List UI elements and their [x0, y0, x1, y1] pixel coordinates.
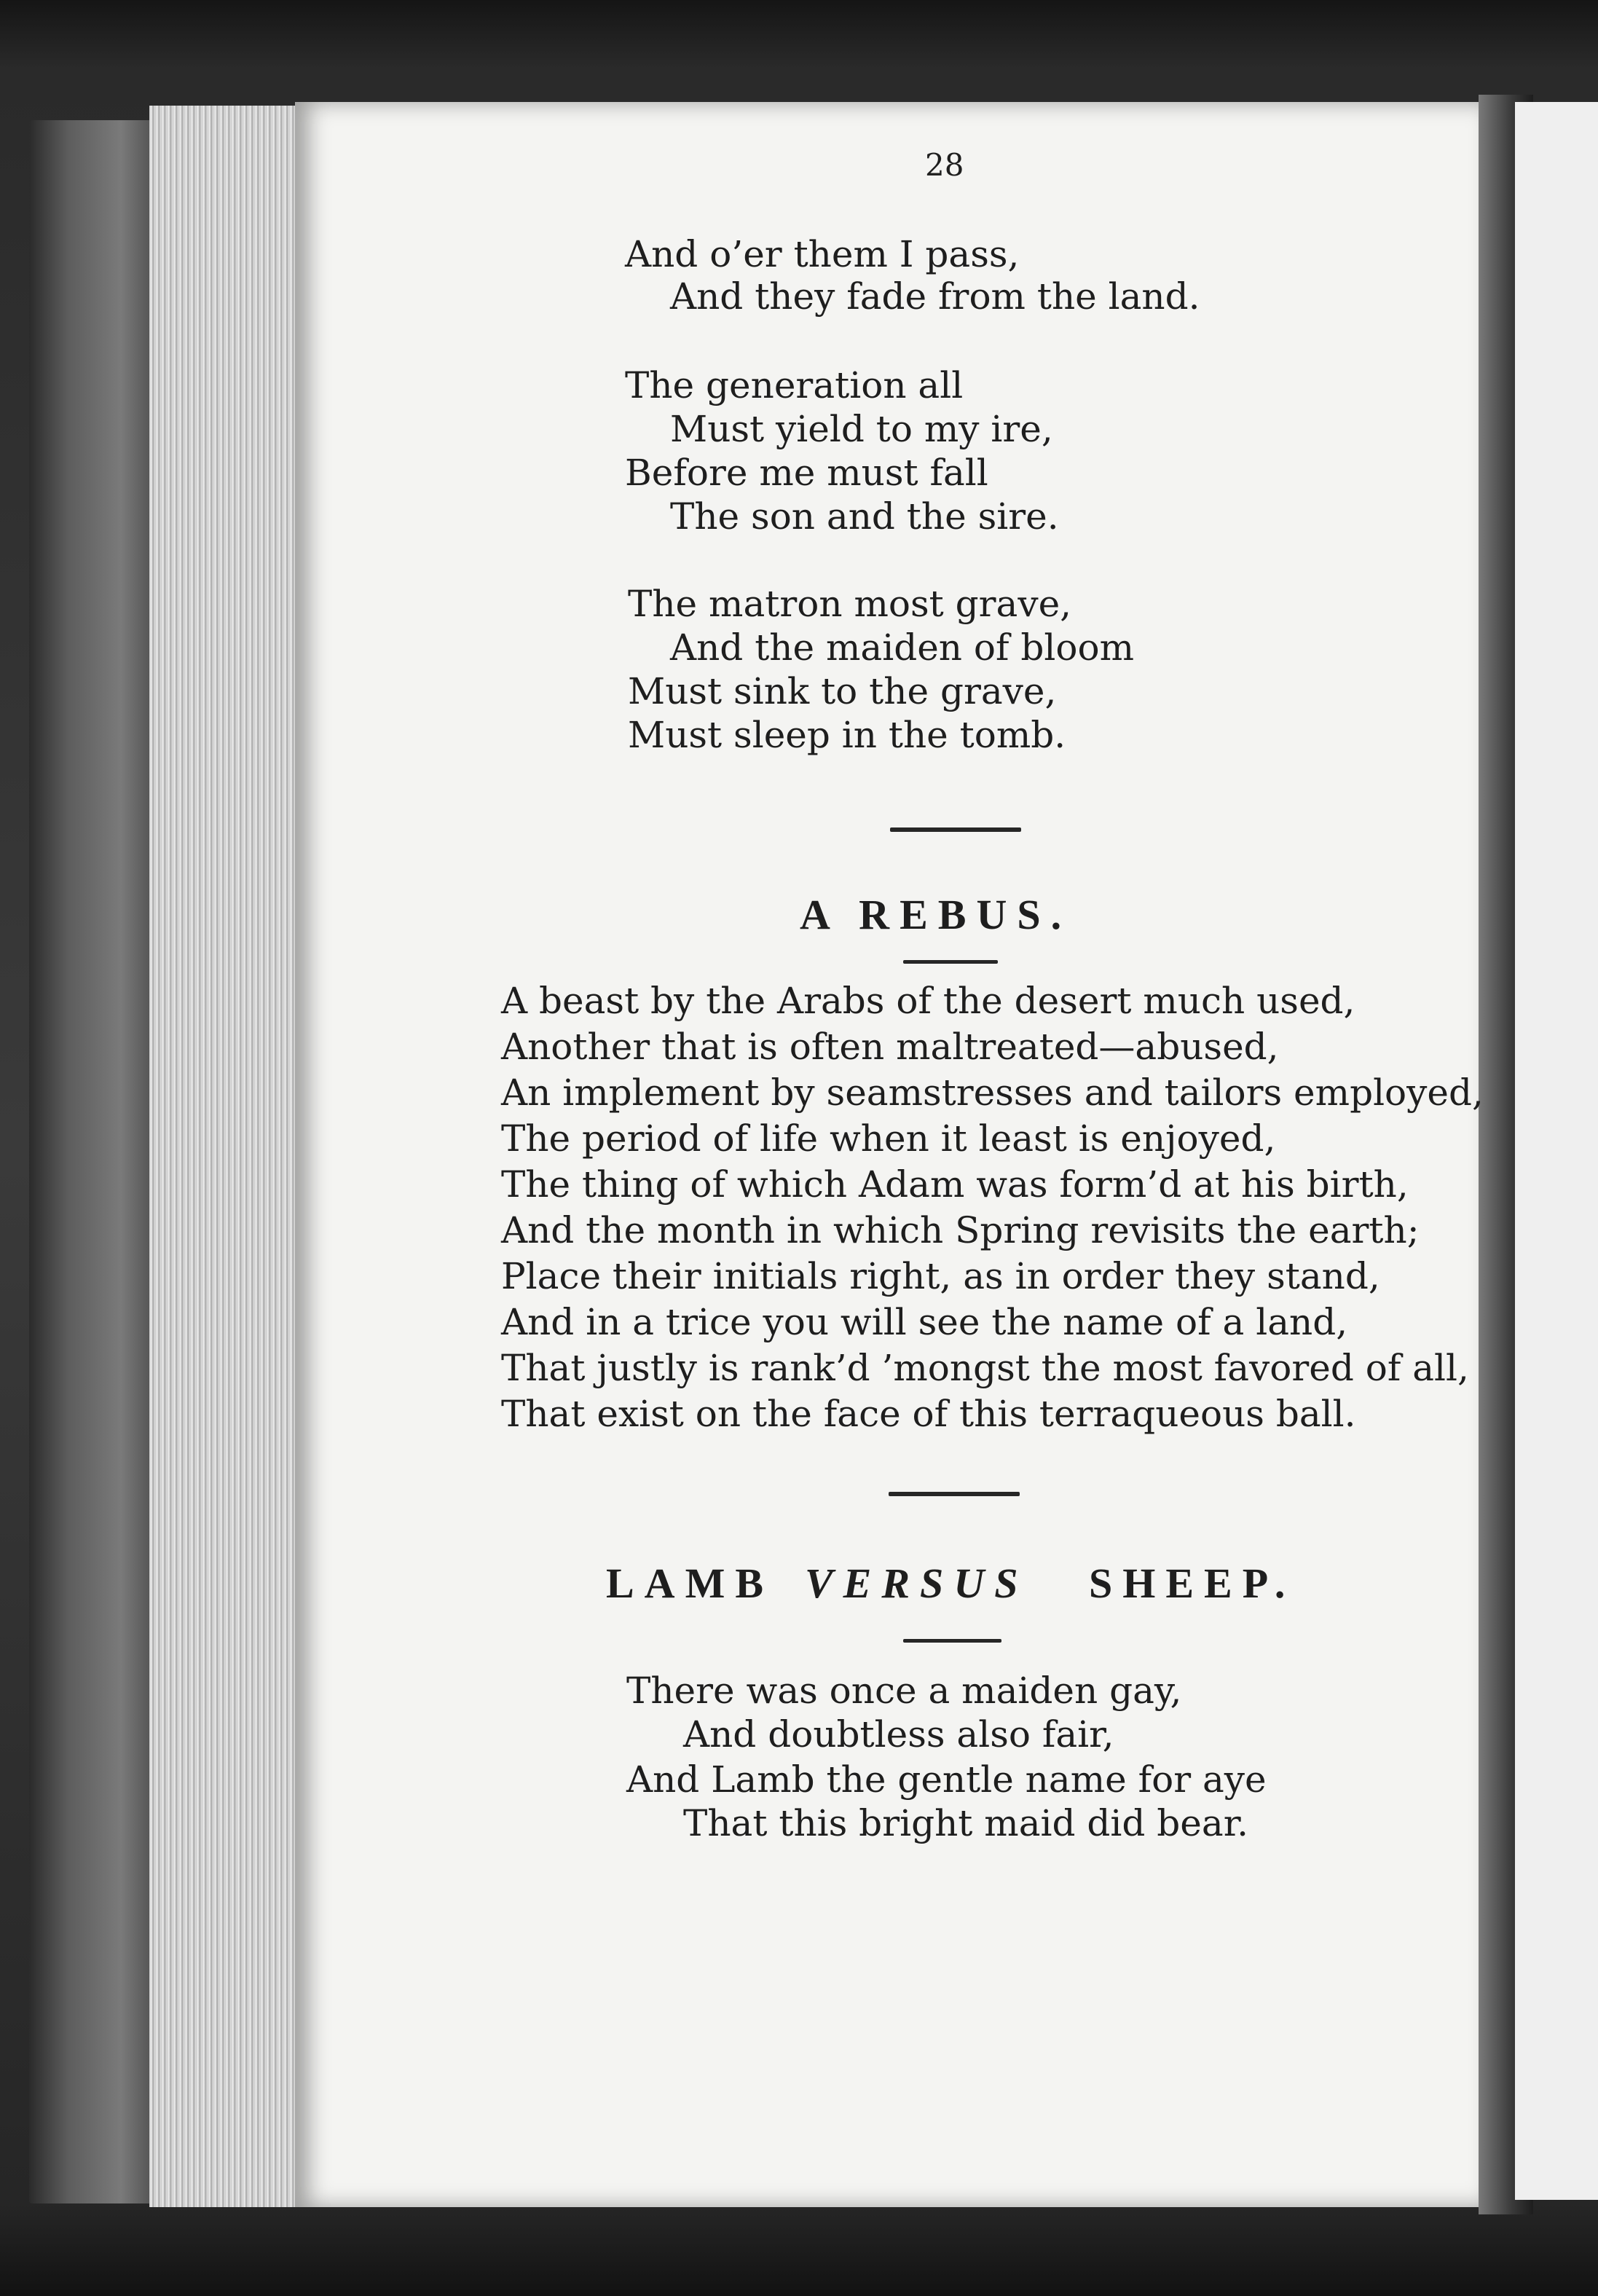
lamb-line: And doubtless also fair,	[683, 1713, 1114, 1756]
poem-line: The matron most grave,	[628, 583, 1072, 625]
section-divider	[890, 827, 1021, 832]
page-number: 28	[925, 147, 964, 183]
poem-line: Must sleep in the tomb.	[628, 714, 1066, 756]
page-stack	[149, 106, 299, 2207]
poem-line: Must sink to the grave,	[628, 670, 1057, 712]
section-divider	[889, 1492, 1020, 1496]
lamb-line: That this bright maid did bear.	[683, 1802, 1249, 1844]
rebus-line: Another that is often maltreated—abused,	[501, 1026, 1279, 1068]
lamb-title-word: SHEEP.	[1089, 1560, 1296, 1607]
poem-line: And they fade from the land.	[670, 275, 1200, 318]
rebus-line: That exist on the face of this terraqueous ball.	[501, 1393, 1356, 1435]
rebus-line: That justly is rank’d ’mongst the most favored of all,	[501, 1347, 1469, 1389]
rebus-line: And the month in which Spring revisits the earth;	[501, 1209, 1420, 1251]
lamb-title-word: LAMB	[606, 1560, 774, 1607]
poem-line: Before me must fall	[625, 452, 988, 494]
poem-line: And o’er them I pass,	[625, 233, 1020, 275]
poem-line: Must yield to my ire,	[670, 408, 1053, 450]
rebus-line: The thing of which Adam was form’d at his birth,	[501, 1163, 1409, 1206]
title-underline	[903, 1639, 1001, 1643]
rebus-line: An implement by seamstresses and tailors employed,	[501, 1072, 1484, 1114]
lamb-title-word: VERSUS	[805, 1560, 1028, 1607]
rebus-line: And in a trice you will see the name of a land,	[501, 1301, 1348, 1343]
poem-line: And the maiden of bloom	[670, 626, 1135, 669]
lamb-line: There was once a maiden gay,	[626, 1670, 1182, 1712]
poem-line: The son and the sire.	[670, 495, 1059, 538]
title-underline	[903, 960, 998, 964]
book-cover-edge	[29, 120, 160, 2203]
rebus-line: Place their initials right, as in order they stand,	[501, 1255, 1380, 1297]
rebus-line: A beast by the Arabs of the desert much used,	[501, 980, 1355, 1022]
rebus-title: A REBUS.	[800, 891, 1072, 938]
rebus-line: The period of life when it least is enjoyed,	[501, 1117, 1276, 1160]
poem-line: The generation all	[625, 364, 964, 406]
lamb-line: And Lamb the gentle name for aye	[626, 1758, 1267, 1801]
next-page-edge	[1515, 102, 1598, 2200]
